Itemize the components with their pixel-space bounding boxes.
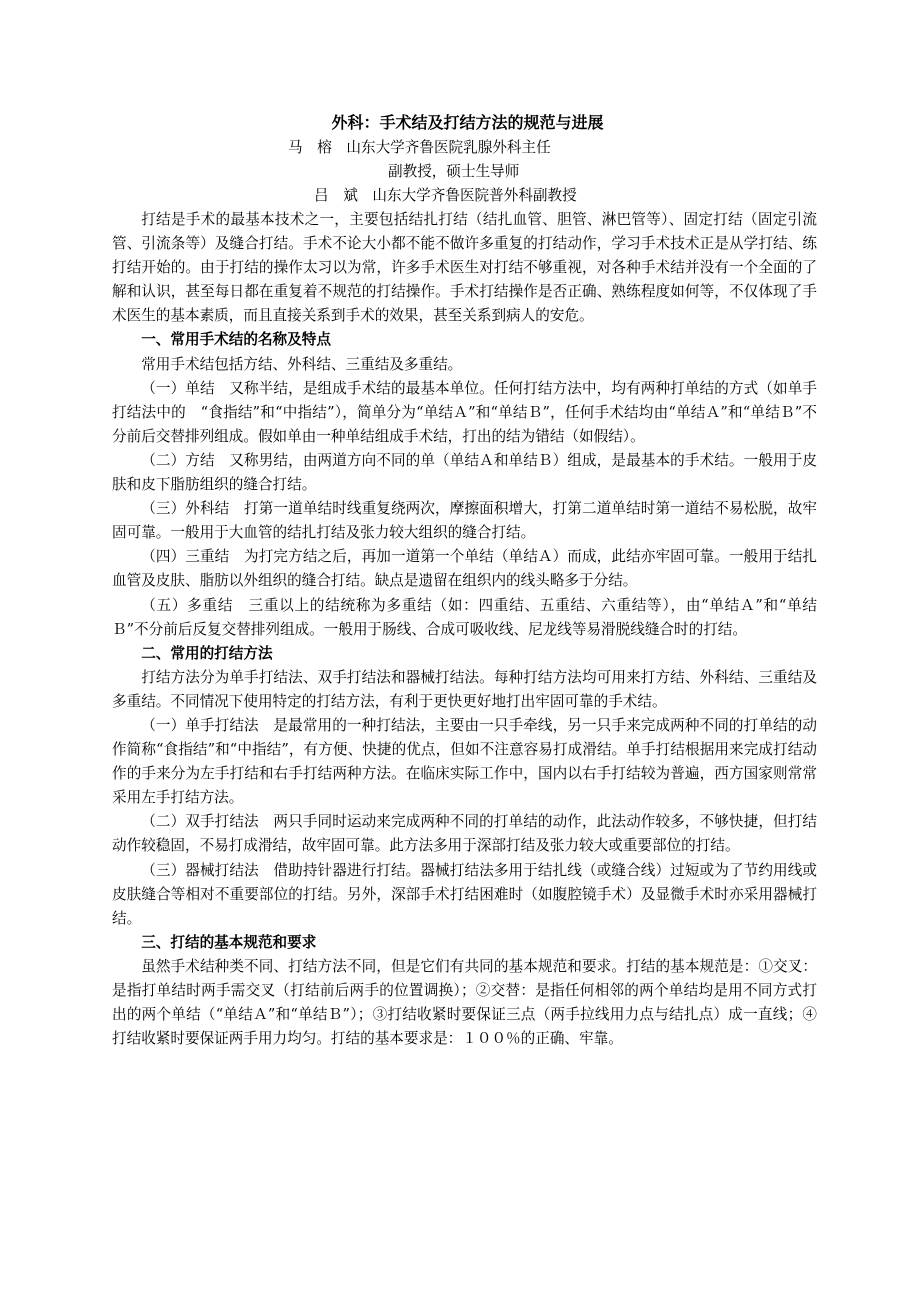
section-1-paragraph: （四）三重结 为打完方结之后，再加一道第一个单结（单结Ａ）而成，此结亦牢固可靠。一般用于结扎血管及皮肤、脂肪以外组织的缝合打结。缺点是遗留在组织内的线头略多于分结。 (112, 548, 817, 590)
section-2-paragraph: （一）单手打结法 是最常用的一种打结法，主要由一只手牵线，另一只手来完成两种不同的打单结的动作简称“食指结”和“中指结”，有方便、快捷的优点，但如不注意容易打成滑结。单手打结根据用来完成打结动作的手来分为左手打结和右手打结两种方法。在临床实际工作中，国内以右手打结较为普遍，西方国家则常常采用左手打结方法。 (112, 716, 817, 807)
document-page (112, 110, 817, 1051)
author-line-1: 马 榕 山东大学齐鲁医院乳腺外科主任 (288, 139, 551, 156)
section-1-paragraph: 常用手术结包括方结、外科结、三重结及多重结。 (141, 355, 463, 373)
section-3-paragraph: 虽然手术结种类不同、打结方法不同，但是它们有共同的基本规范和要求。打结的基本规范是：①交叉：是指打单结时两手需交叉（打结前后两手的位置调换）；②交替：是指任何相邻的两个单结均是用不同方式打出的两个单结（“单结Ａ”和“单结Ｂ”）；③打结收紧时要保证三点（两手拉线用力点与结扎点）成一直线；④打结收紧时要保证两手用力均匀。打结的基本要求是：１００％的正确、牢靠。 (112, 957, 817, 1048)
author-line-2: 副教授，硕士生导师 (388, 163, 520, 180)
section-2-paragraph: （三）器械打结法 借助持针器进行打结。器械打结法多用于结扎线（或缝合线）过短或为了节约用线或皮肤缝合等相对不重要部位的打结。另外，深部手术打结困难时（如腹腔镜手术）及显微手术时亦采用器械打结。 (112, 861, 817, 927)
section-2-paragraph: （二）双手打结法 两只手同时运动来完成两种不同的打单结的动作，此法动作较多，不够快捷，但打结动作较稳固，不易打成滑结，故牢固可靠。此方法多用于深部打结及张力较大或重要部位的打结。 (112, 813, 817, 855)
section-1-heading: 一、常用手术结的名称及特点 (141, 331, 331, 349)
document-title: 外科：手术结及打结方法的规范与进展 (331, 113, 604, 132)
section-1-paragraph: （一）单结 又称半结，是组成手术结的最基本单位。任何打结方法中，均有两种打单结的方式（如单手打结法中的 “食指结”和“中指结”），简单分为“单结Ａ”和“单结Ｂ”，任何手术结均由“单结Ａ”和“单结Ｂ”不分前后交替排列组成。假如单由一种单结组成手术结，打出的结为错结（如假结）。 (112, 379, 817, 445)
intro-paragraph: 打结是手术的最基本技术之一，主要包括结扎打结（结扎血管、胆管、淋巴管等）、固定打结（固定引流管、引流条等）及缝合打结。手术不论大小都不能不做许多重复的打结动作，学习手术技术正是从学打结、练打结开始的。由于打结的操作太习以为常，许多手术医生对打结不够重视，对各种手术结并没有一个全面的了解和认识，甚至每日都在重复着不规范的打结操作。手术打结操作是否正确、熟练程度如何等，不仅体现了手术医生的基本素质，而且直接关系到手术的效果，甚至关系到病人的安危。 (112, 211, 817, 325)
section-1-paragraph: （三）外科结 打第一道单结时线重复绕两次，摩擦面积增大，打第二道单结时第一道结不易松脱，故牢固可靠。一般用于大血管的结扎打结及张力较大组织的缝合打结。 (112, 500, 817, 542)
section-1-paragraph: （五）多重结 三重以上的结统称为多重结（如：四重结、五重结、六重结等），由“单结Ａ”和“单结Ｂ”不分前后反复交替排列组成。一般用于肠线、合成可吸收线、尼龙线等易滑脱线缝合时的打结。 (112, 596, 817, 638)
section-3-heading: 三、打结的基本规范和要求 (141, 933, 317, 951)
section-2-paragraph: 打结方法分为单手打结法、双手打结法和器械打结法。每种打结方法均可用来打方结、外科结、三重结及多重结。不同情况下使用特定的打结方法，有利于更快更好地打出牢固可靠的手术结。 (112, 668, 817, 710)
section-1-paragraph: （二）方结 又称男结，由两道方向不同的单（单结Ａ和单结Ｂ）组成，是最基本的手术结。一般用于皮肤和皮下脂肪组织的缝合打结。 (112, 451, 817, 494)
section-2-heading: 二、常用的打结方法 (141, 644, 273, 662)
author-line-3: 吕 斌 山东大学齐鲁医院普外科副教授 (314, 187, 577, 204)
